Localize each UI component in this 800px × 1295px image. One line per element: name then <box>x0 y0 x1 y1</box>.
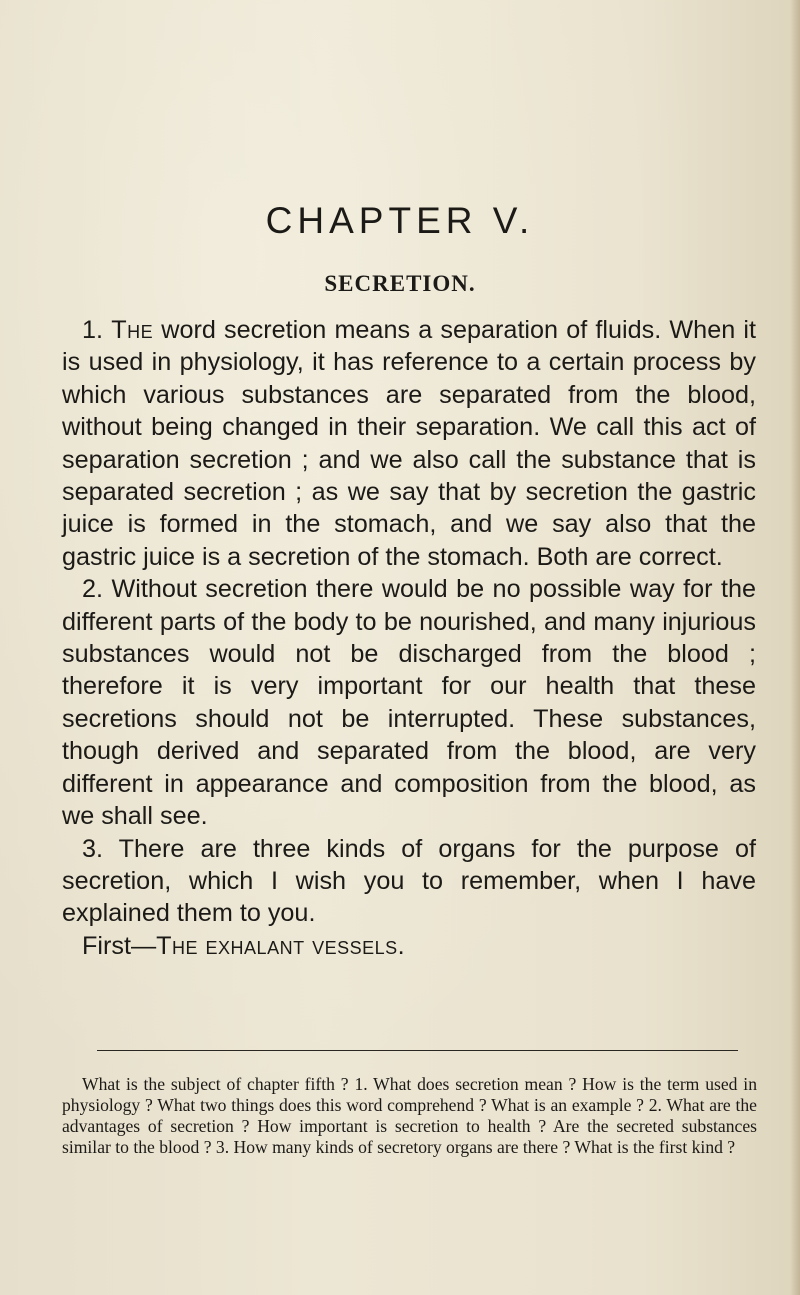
review-questions-text: What is the subject of chapter fifth ? 1. What does secretion mean ? How is the term used in physiology ? What two things does this word comprehend ? What is an example ? 2. What are the advantages of secretion ? How important is secretion to health ? Are the secreted substances similar to the blood ? 3. How many kinds of secretory organs are there ? What is the first kind ? <box>62 1074 757 1157</box>
section-title: SECRETION. <box>324 271 476 296</box>
paragraph-number: 3. <box>82 834 104 863</box>
paragraph-text: Without secretion there would be no possible way for the different parts of the body to be nourished, and many injurious substances would not be discharged from the blood ; therefore it is very important for our health that these secretions should not be interrupted. These substances, though derived and separated from the blood, are very different in appearance and composition from the blood, as we shall see. <box>62 575 756 831</box>
first-label-word: First— <box>82 931 157 960</box>
page-edge-shadow <box>790 0 800 1295</box>
paragraph-number: 1. <box>82 316 104 344</box>
paragraph-2 <box>62 573 756 832</box>
paragraph-text: word secretion means a separation of fluids. When it is used in physiology, it has reference to a certain process by which various substances are separated from the blood, without being changed in their separation. We call this act of separation secretion ; and we also call the substance that is separated secretion ; as we say that by secretion the gastric juice is formed in the stomach, and we say also that the gastric juice is a secretion of the stomach. Both are correct. <box>62 316 756 571</box>
paragraph-lead-word: The <box>111 316 154 344</box>
paragraph-1 <box>62 314 756 573</box>
paragraph-text: There are three kinds of organs for the purpose of secretion, which I wish you to remember, when I have explained them to you. <box>62 834 756 928</box>
first-label <box>62 930 756 962</box>
footnote-rule <box>97 1050 738 1051</box>
first-label-caps: The exhalant vessels. <box>156 931 406 960</box>
chapter-title: CHAPTER V. <box>265 200 535 241</box>
paragraph-3 <box>62 833 756 930</box>
paragraph-number: 2. <box>82 575 104 604</box>
review-questions <box>62 1074 757 1158</box>
body-text <box>62 314 756 962</box>
